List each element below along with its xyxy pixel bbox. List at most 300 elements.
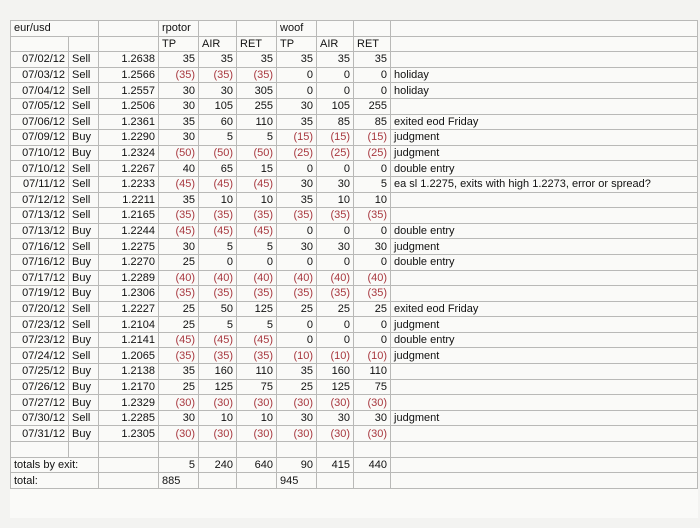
w-tp-cell: 0 xyxy=(277,67,317,83)
w-air-cell: 0 xyxy=(317,317,354,333)
trade-note: double entry xyxy=(391,161,698,177)
trade-row xyxy=(11,239,698,255)
trade-side: Sell xyxy=(69,67,99,83)
trade-date: 07/16/12 xyxy=(11,254,69,270)
trade-side: Buy xyxy=(69,395,99,411)
r-tp-cell: 25 xyxy=(159,254,199,270)
w-ret-cell: 0 xyxy=(354,223,391,239)
r-ret-cell: (35) xyxy=(237,348,277,364)
trade-row xyxy=(11,286,698,302)
w-air-cell: (30) xyxy=(317,426,354,442)
trade-row xyxy=(11,426,698,442)
r-ret-cell: 305 xyxy=(237,83,277,99)
r-air-cell: (45) xyxy=(199,332,237,348)
w-ret-cell: 30 xyxy=(354,410,391,426)
trade-row xyxy=(11,67,698,83)
w-tp-cell: 0 xyxy=(277,223,317,239)
trade-side: Buy xyxy=(69,223,99,239)
w-air-cell: 0 xyxy=(317,254,354,270)
trade-note xyxy=(391,192,698,208)
trade-row xyxy=(11,83,698,99)
r-air-cell: 60 xyxy=(199,114,237,130)
blank-cell xyxy=(391,457,698,473)
r-air-cell: (35) xyxy=(199,208,237,224)
w-ret-cell: (30) xyxy=(354,395,391,411)
w-ret-cell: 5 xyxy=(354,176,391,192)
r-air-total: 240 xyxy=(199,457,237,473)
w-tp-total: 90 xyxy=(277,457,317,473)
w-tp-cell: 30 xyxy=(277,410,317,426)
w-ret-cell: (35) xyxy=(354,286,391,302)
r-tp-cell: (45) xyxy=(159,176,199,192)
w-tp-cell: (30) xyxy=(277,395,317,411)
r-tp-cell: 25 xyxy=(159,301,199,317)
w-air-cell: 35 xyxy=(317,52,354,68)
trade-side: Sell xyxy=(69,410,99,426)
w-air-total: 415 xyxy=(317,457,354,473)
trade-date: 07/10/12 xyxy=(11,161,69,177)
trade-side: Sell xyxy=(69,114,99,130)
trade-row xyxy=(11,364,698,380)
trade-row xyxy=(11,52,698,68)
trade-price: 1.2244 xyxy=(99,223,159,239)
trade-price: 1.2306 xyxy=(99,286,159,302)
blank-cell xyxy=(99,473,159,489)
trade-row xyxy=(11,114,698,130)
w-ret-cell: (15) xyxy=(354,130,391,146)
trade-row xyxy=(11,254,698,270)
w-air-cell: (40) xyxy=(317,270,354,286)
trade-note: judgment xyxy=(391,130,698,146)
r-ret-cell: (45) xyxy=(237,176,277,192)
r-ret-cell: 0 xyxy=(237,254,277,270)
r-tp-cell: 30 xyxy=(159,98,199,114)
w-ret-cell: 0 xyxy=(354,161,391,177)
r-air-cell: (45) xyxy=(199,223,237,239)
trade-price: 1.2267 xyxy=(99,161,159,177)
r-tp-cell: (45) xyxy=(159,332,199,348)
r-tp-cell: 25 xyxy=(159,317,199,333)
trade-price: 1.2233 xyxy=(99,176,159,192)
header-row-1 xyxy=(11,21,698,37)
w-grand-total: 945 xyxy=(277,473,317,489)
trade-note: judgment xyxy=(391,348,698,364)
trade-note xyxy=(391,98,698,114)
trade-side: Sell xyxy=(69,83,99,99)
trade-date: 07/31/12 xyxy=(11,426,69,442)
trade-date: 07/09/12 xyxy=(11,130,69,146)
w-ret-cell: (10) xyxy=(354,348,391,364)
trade-side: Buy xyxy=(69,254,99,270)
trade-note: double entry xyxy=(391,223,698,239)
r-tp-cell: (35) xyxy=(159,348,199,364)
w-ret-cell: (40) xyxy=(354,270,391,286)
w-tp-cell: 0 xyxy=(277,161,317,177)
w-ret-cell: 0 xyxy=(354,83,391,99)
r-ret-cell: (40) xyxy=(237,270,277,286)
blank-cell xyxy=(99,21,159,37)
r-ret-cell: (35) xyxy=(237,208,277,224)
w-tp-cell: 35 xyxy=(277,52,317,68)
w-air-cell: 10 xyxy=(317,192,354,208)
r-tp-cell: (40) xyxy=(159,270,199,286)
trade-price: 1.2305 xyxy=(99,426,159,442)
w-air-cell: 85 xyxy=(317,114,354,130)
trade-note: judgment xyxy=(391,410,698,426)
w-ret-cell: (30) xyxy=(354,426,391,442)
r-ret-cell: (35) xyxy=(237,67,277,83)
trade-row xyxy=(11,395,698,411)
spacer-row xyxy=(11,442,698,458)
blank-cell xyxy=(69,36,99,52)
w-tp-header: TP xyxy=(277,36,317,52)
trade-date: 07/30/12 xyxy=(11,410,69,426)
r-tp-total: 5 xyxy=(159,457,199,473)
r-air-cell: 5 xyxy=(199,239,237,255)
trade-side: Buy xyxy=(69,270,99,286)
trade-date: 07/23/12 xyxy=(11,317,69,333)
r-ret-cell: (50) xyxy=(237,145,277,161)
r-ret-cell: 10 xyxy=(237,192,277,208)
trade-side: Sell xyxy=(69,239,99,255)
trade-price: 1.2506 xyxy=(99,98,159,114)
w-tp-cell: (10) xyxy=(277,348,317,364)
trade-note xyxy=(391,286,698,302)
spreadsheet-scan xyxy=(10,20,698,518)
trade-date: 07/16/12 xyxy=(11,239,69,255)
r-tp-cell: 35 xyxy=(159,192,199,208)
trade-side: Sell xyxy=(69,317,99,333)
blank-cell xyxy=(391,473,698,489)
r-tp-cell: (30) xyxy=(159,395,199,411)
w-air-cell: 25 xyxy=(317,301,354,317)
r-air-cell: 30 xyxy=(199,83,237,99)
blank-cell xyxy=(391,21,698,37)
trade-side: Buy xyxy=(69,130,99,146)
group2-label: woof xyxy=(277,21,317,37)
total-label: total: xyxy=(11,473,99,489)
r-air-cell: 160 xyxy=(199,364,237,380)
r-tp-cell: 40 xyxy=(159,161,199,177)
w-tp-cell: (25) xyxy=(277,145,317,161)
trade-price: 1.2638 xyxy=(99,52,159,68)
r-tp-cell: (35) xyxy=(159,208,199,224)
w-ret-total: 440 xyxy=(354,457,391,473)
trade-side: Buy xyxy=(69,286,99,302)
w-air-cell: 0 xyxy=(317,223,354,239)
trade-row xyxy=(11,332,698,348)
grand-total-row xyxy=(11,473,698,489)
w-tp-cell: (15) xyxy=(277,130,317,146)
trade-side: Buy xyxy=(69,364,99,380)
r-air-cell: 10 xyxy=(199,410,237,426)
trade-date: 07/20/12 xyxy=(11,301,69,317)
w-ret-cell: 110 xyxy=(354,364,391,380)
r-air-cell: 5 xyxy=(199,317,237,333)
r-ret-total: 640 xyxy=(237,457,277,473)
r-tp-cell: 35 xyxy=(159,364,199,380)
r-ret-cell: 35 xyxy=(237,52,277,68)
w-ret-cell: 255 xyxy=(354,98,391,114)
trade-side: Sell xyxy=(69,301,99,317)
r-air-cell: 10 xyxy=(199,192,237,208)
trade-side: Sell xyxy=(69,161,99,177)
trade-note xyxy=(391,395,698,411)
w-air-cell: 30 xyxy=(317,239,354,255)
r-ret-cell: 75 xyxy=(237,379,277,395)
w-air-cell: 0 xyxy=(317,83,354,99)
trade-date: 07/23/12 xyxy=(11,332,69,348)
trade-side: Sell xyxy=(69,98,99,114)
trade-side: Buy xyxy=(69,379,99,395)
trade-side: Sell xyxy=(69,348,99,364)
trade-price: 1.2138 xyxy=(99,364,159,380)
trade-note: judgment xyxy=(391,145,698,161)
trade-note xyxy=(391,270,698,286)
r-ret-cell: 15 xyxy=(237,161,277,177)
trade-price: 1.2285 xyxy=(99,410,159,426)
r-air-cell: 65 xyxy=(199,161,237,177)
w-air-cell: (10) xyxy=(317,348,354,364)
r-tp-cell: 25 xyxy=(159,379,199,395)
r-ret-cell: (45) xyxy=(237,223,277,239)
w-ret-cell: (35) xyxy=(354,208,391,224)
blank-cell xyxy=(354,21,391,37)
r-air-cell: 125 xyxy=(199,379,237,395)
w-tp-cell: 0 xyxy=(277,317,317,333)
r-tp-cell: (35) xyxy=(159,286,199,302)
trade-row xyxy=(11,301,698,317)
r-tp-cell: 30 xyxy=(159,410,199,426)
trade-row xyxy=(11,192,698,208)
r-ret-cell: 125 xyxy=(237,301,277,317)
r-ret-header: RET xyxy=(237,36,277,52)
blank-cell xyxy=(391,36,698,52)
blank-cell xyxy=(237,473,277,489)
trade-note: double entry xyxy=(391,254,698,270)
trade-note: ea sl 1.2275, exits with high 1.2273, error or spread? xyxy=(391,176,698,192)
trade-side: Sell xyxy=(69,176,99,192)
trade-price: 1.2275 xyxy=(99,239,159,255)
blank-cell xyxy=(354,473,391,489)
w-ret-cell: 10 xyxy=(354,192,391,208)
trade-table xyxy=(10,20,698,489)
w-air-cell: 0 xyxy=(317,161,354,177)
w-ret-cell: 0 xyxy=(354,254,391,270)
trade-price: 1.2329 xyxy=(99,395,159,411)
trade-side: Buy xyxy=(69,332,99,348)
w-tp-cell: 35 xyxy=(277,114,317,130)
r-ret-cell: 5 xyxy=(237,239,277,255)
w-air-cell: 0 xyxy=(317,332,354,348)
trade-price: 1.2141 xyxy=(99,332,159,348)
trade-price: 1.2270 xyxy=(99,254,159,270)
header-row-2 xyxy=(11,36,698,52)
r-ret-cell: (35) xyxy=(237,286,277,302)
trade-date: 07/05/12 xyxy=(11,98,69,114)
r-tp-cell: 35 xyxy=(159,52,199,68)
w-ret-header: RET xyxy=(354,36,391,52)
w-air-cell: (30) xyxy=(317,395,354,411)
r-air-cell: 105 xyxy=(199,98,237,114)
w-air-cell: 30 xyxy=(317,176,354,192)
trade-note: double entry xyxy=(391,332,698,348)
r-ret-cell: (30) xyxy=(237,395,277,411)
w-tp-cell: (35) xyxy=(277,286,317,302)
w-tp-cell: (35) xyxy=(277,208,317,224)
w-tp-cell: 35 xyxy=(277,364,317,380)
w-tp-cell: (30) xyxy=(277,426,317,442)
r-air-cell: (30) xyxy=(199,395,237,411)
w-tp-cell: 0 xyxy=(277,332,317,348)
w-tp-cell: 30 xyxy=(277,98,317,114)
r-tp-cell: (30) xyxy=(159,426,199,442)
trade-price: 1.2290 xyxy=(99,130,159,146)
w-air-cell: (35) xyxy=(317,208,354,224)
trade-row xyxy=(11,270,698,286)
r-grand-total: 885 xyxy=(159,473,199,489)
trade-price: 1.2227 xyxy=(99,301,159,317)
trade-price: 1.2361 xyxy=(99,114,159,130)
trade-price: 1.2165 xyxy=(99,208,159,224)
blank-cell xyxy=(199,473,237,489)
trade-side: Sell xyxy=(69,208,99,224)
trade-date: 07/10/12 xyxy=(11,145,69,161)
trade-price: 1.2104 xyxy=(99,317,159,333)
w-tp-cell: 35 xyxy=(277,192,317,208)
trade-note xyxy=(391,364,698,380)
r-air-cell: 35 xyxy=(199,52,237,68)
r-air-header: AIR xyxy=(199,36,237,52)
w-air-cell: 125 xyxy=(317,379,354,395)
trade-row xyxy=(11,130,698,146)
trade-row xyxy=(11,379,698,395)
trade-price: 1.2170 xyxy=(99,379,159,395)
w-air-cell: 160 xyxy=(317,364,354,380)
trade-date: 07/13/12 xyxy=(11,223,69,239)
trade-row xyxy=(11,98,698,114)
blank-cell xyxy=(99,36,159,52)
w-ret-cell: 0 xyxy=(354,332,391,348)
w-tp-cell: 30 xyxy=(277,239,317,255)
w-tp-cell: 30 xyxy=(277,176,317,192)
w-tp-cell: 0 xyxy=(277,83,317,99)
r-tp-cell: (35) xyxy=(159,67,199,83)
r-air-cell: (50) xyxy=(199,145,237,161)
blank-cell xyxy=(99,457,159,473)
r-air-cell: (35) xyxy=(199,67,237,83)
w-tp-cell: 0 xyxy=(277,254,317,270)
r-air-cell: 0 xyxy=(199,254,237,270)
trade-note: judgment xyxy=(391,239,698,255)
trade-date: 07/25/12 xyxy=(11,364,69,380)
totals-by-exit-label: totals by exit: xyxy=(11,457,99,473)
trade-row xyxy=(11,208,698,224)
w-ret-cell: 35 xyxy=(354,52,391,68)
trade-side: Buy xyxy=(69,426,99,442)
r-air-cell: 50 xyxy=(199,301,237,317)
r-ret-cell: 5 xyxy=(237,130,277,146)
trade-price: 1.2324 xyxy=(99,145,159,161)
totals-by-exit-row xyxy=(11,457,698,473)
trade-date: 07/26/12 xyxy=(11,379,69,395)
w-ret-cell: 85 xyxy=(354,114,391,130)
trade-side: Sell xyxy=(69,52,99,68)
trade-date: 07/27/12 xyxy=(11,395,69,411)
r-air-cell: (30) xyxy=(199,426,237,442)
trade-date: 07/06/12 xyxy=(11,114,69,130)
trade-note xyxy=(391,379,698,395)
r-ret-cell: (30) xyxy=(237,426,277,442)
trade-row xyxy=(11,410,698,426)
w-tp-cell: (40) xyxy=(277,270,317,286)
r-ret-cell: 110 xyxy=(237,364,277,380)
w-air-cell: (25) xyxy=(317,145,354,161)
trade-price: 1.2065 xyxy=(99,348,159,364)
trade-note xyxy=(391,208,698,224)
trade-date: 07/19/12 xyxy=(11,286,69,302)
trade-date: 07/02/12 xyxy=(11,52,69,68)
trade-row xyxy=(11,176,698,192)
trade-row xyxy=(11,145,698,161)
r-ret-cell: (45) xyxy=(237,332,277,348)
w-ret-cell: 25 xyxy=(354,301,391,317)
r-air-cell: (45) xyxy=(199,176,237,192)
trade-date: 07/17/12 xyxy=(11,270,69,286)
trade-date: 07/04/12 xyxy=(11,83,69,99)
w-air-header: AIR xyxy=(317,36,354,52)
r-air-cell: 5 xyxy=(199,130,237,146)
w-ret-cell: (25) xyxy=(354,145,391,161)
r-tp-cell: (45) xyxy=(159,223,199,239)
group1-label: rpotor xyxy=(159,21,199,37)
r-tp-cell: 35 xyxy=(159,114,199,130)
w-ret-cell: 0 xyxy=(354,67,391,83)
trade-side: Sell xyxy=(69,192,99,208)
trade-note: exited eod Friday xyxy=(391,114,698,130)
r-ret-cell: 10 xyxy=(237,410,277,426)
r-tp-cell: 30 xyxy=(159,130,199,146)
w-air-cell: 105 xyxy=(317,98,354,114)
trade-date: 07/03/12 xyxy=(11,67,69,83)
r-ret-cell: 5 xyxy=(237,317,277,333)
trade-row xyxy=(11,223,698,239)
trade-note xyxy=(391,52,698,68)
blank-cell xyxy=(317,21,354,37)
r-ret-cell: 110 xyxy=(237,114,277,130)
w-air-cell: 30 xyxy=(317,410,354,426)
trade-note: exited eod Friday xyxy=(391,301,698,317)
trade-row xyxy=(11,348,698,364)
trade-side: Buy xyxy=(69,145,99,161)
trade-date: 07/11/12 xyxy=(11,176,69,192)
r-tp-cell: (50) xyxy=(159,145,199,161)
pair-label: eur/usd xyxy=(11,21,99,37)
trade-price: 1.2289 xyxy=(99,270,159,286)
r-air-cell: (35) xyxy=(199,286,237,302)
w-air-cell: (35) xyxy=(317,286,354,302)
trade-note xyxy=(391,426,698,442)
trade-row xyxy=(11,317,698,333)
r-ret-cell: 255 xyxy=(237,98,277,114)
r-tp-header: TP xyxy=(159,36,199,52)
w-ret-cell: 30 xyxy=(354,239,391,255)
w-ret-cell: 75 xyxy=(354,379,391,395)
trade-price: 1.2211 xyxy=(99,192,159,208)
blank-cell xyxy=(317,473,354,489)
trade-row xyxy=(11,161,698,177)
r-air-cell: (40) xyxy=(199,270,237,286)
